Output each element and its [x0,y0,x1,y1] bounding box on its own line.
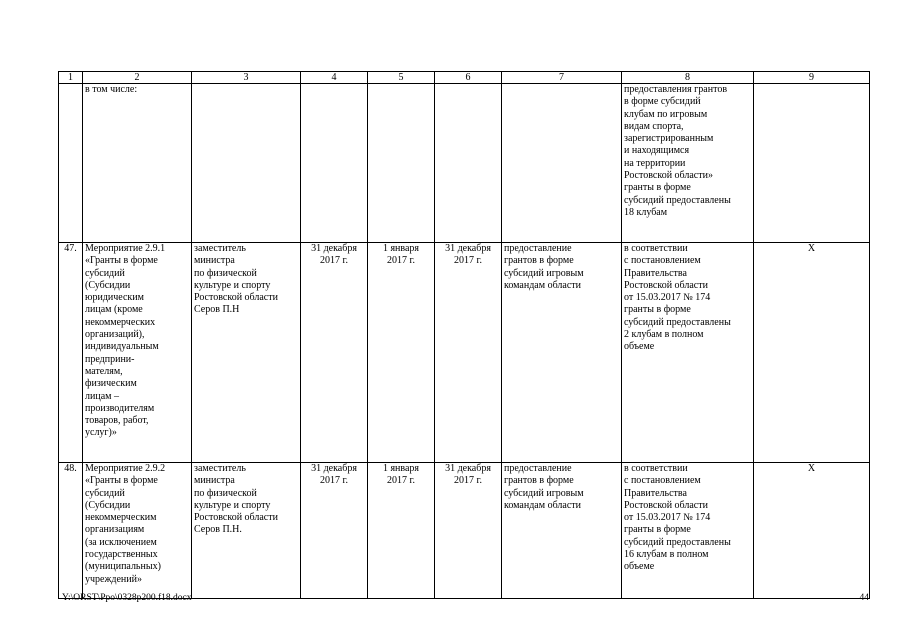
header-row [59,72,870,84]
planned-end-date: 31 декабря 2017 г. [301,243,368,463]
actual-start-date: 1 января 2017 г. [368,463,435,599]
planned-result: предоставление грантов в форме субсидий игровым командам области [502,243,622,463]
planned-end-date: 31 декабря 2017 г. [301,463,368,599]
actual-result: предоставления грантов в форме субсидий клубам по игровым видам спорта, зарегистрированным и находящимся на территории Ростовской области» гранты в форме субсидий предоставлены 18 клубам [622,84,754,243]
header-col-8: 8 [622,72,754,84]
events-table [58,71,870,599]
table-body [59,84,870,599]
deviation-reason [754,84,870,243]
header-col-4: 4 [301,72,368,84]
header-col-6: 6 [435,72,502,84]
event-name: в том числе: [83,84,192,243]
row-number: 48. [59,463,83,599]
actual-result: в соответствии с постановлением Правительства Ростовской области от 15.03.2017 № 174 гранты в форме субсидий предоставлены 2 клубам в полном объеме [622,243,754,463]
event-name: Мероприятие 2.9.2 «Гранты в форме субсидий (Субсидии некоммерческим организациям (за исключением государственных (муниципальных) учреждений» [83,463,192,599]
responsible-person: заместитель министра по физической культуре и спорту Ростовской области Серов П.Н [192,243,301,463]
file-path: Y:\ORST\Ppo\0328p200.f18.docx [62,593,192,603]
actual-result: в соответствии с постановлением Правительства Ростовской области от 15.03.2017 № 174 гранты в форме субсидий предоставлены 16 клубам в полном объеме [622,463,754,599]
row-number [59,84,83,243]
actual-end-date [435,84,502,243]
header-col-5: 5 [368,72,435,84]
planned-result: предоставление грантов в форме субсидий игровым командам области [502,463,622,599]
planned-end-date [301,84,368,243]
page-number: 44 [859,593,869,603]
header-col-9: 9 [754,72,870,84]
table-row [59,84,870,243]
header-col-3: 3 [192,72,301,84]
actual-start-date [368,84,435,243]
planned-result [502,84,622,243]
responsible-person [192,84,301,243]
row-number: 47. [59,243,83,463]
table-row [59,463,870,599]
header-col-2: 2 [83,72,192,84]
table-row [59,243,870,463]
deviation-reason: Х [754,463,870,599]
event-name: Мероприятие 2.9.1 «Гранты в форме субсидий (Субсидии юридическим лицам (кроме некоммерческих организаций), индивидуальным предприни- мателям, физическим лицам – производителям товаров, работ, услуг)» [83,243,192,463]
header-col-1: 1 [59,72,83,84]
actual-start-date: 1 января 2017 г. [368,243,435,463]
header-col-7: 7 [502,72,622,84]
actual-end-date: 31 декабря 2017 г. [435,463,502,599]
table-header [59,72,870,84]
responsible-person: заместитель министра по физической культуре и спорту Ростовской области Серов П.Н. [192,463,301,599]
deviation-reason: Х [754,243,870,463]
actual-end-date: 31 декабря 2017 г. [435,243,502,463]
